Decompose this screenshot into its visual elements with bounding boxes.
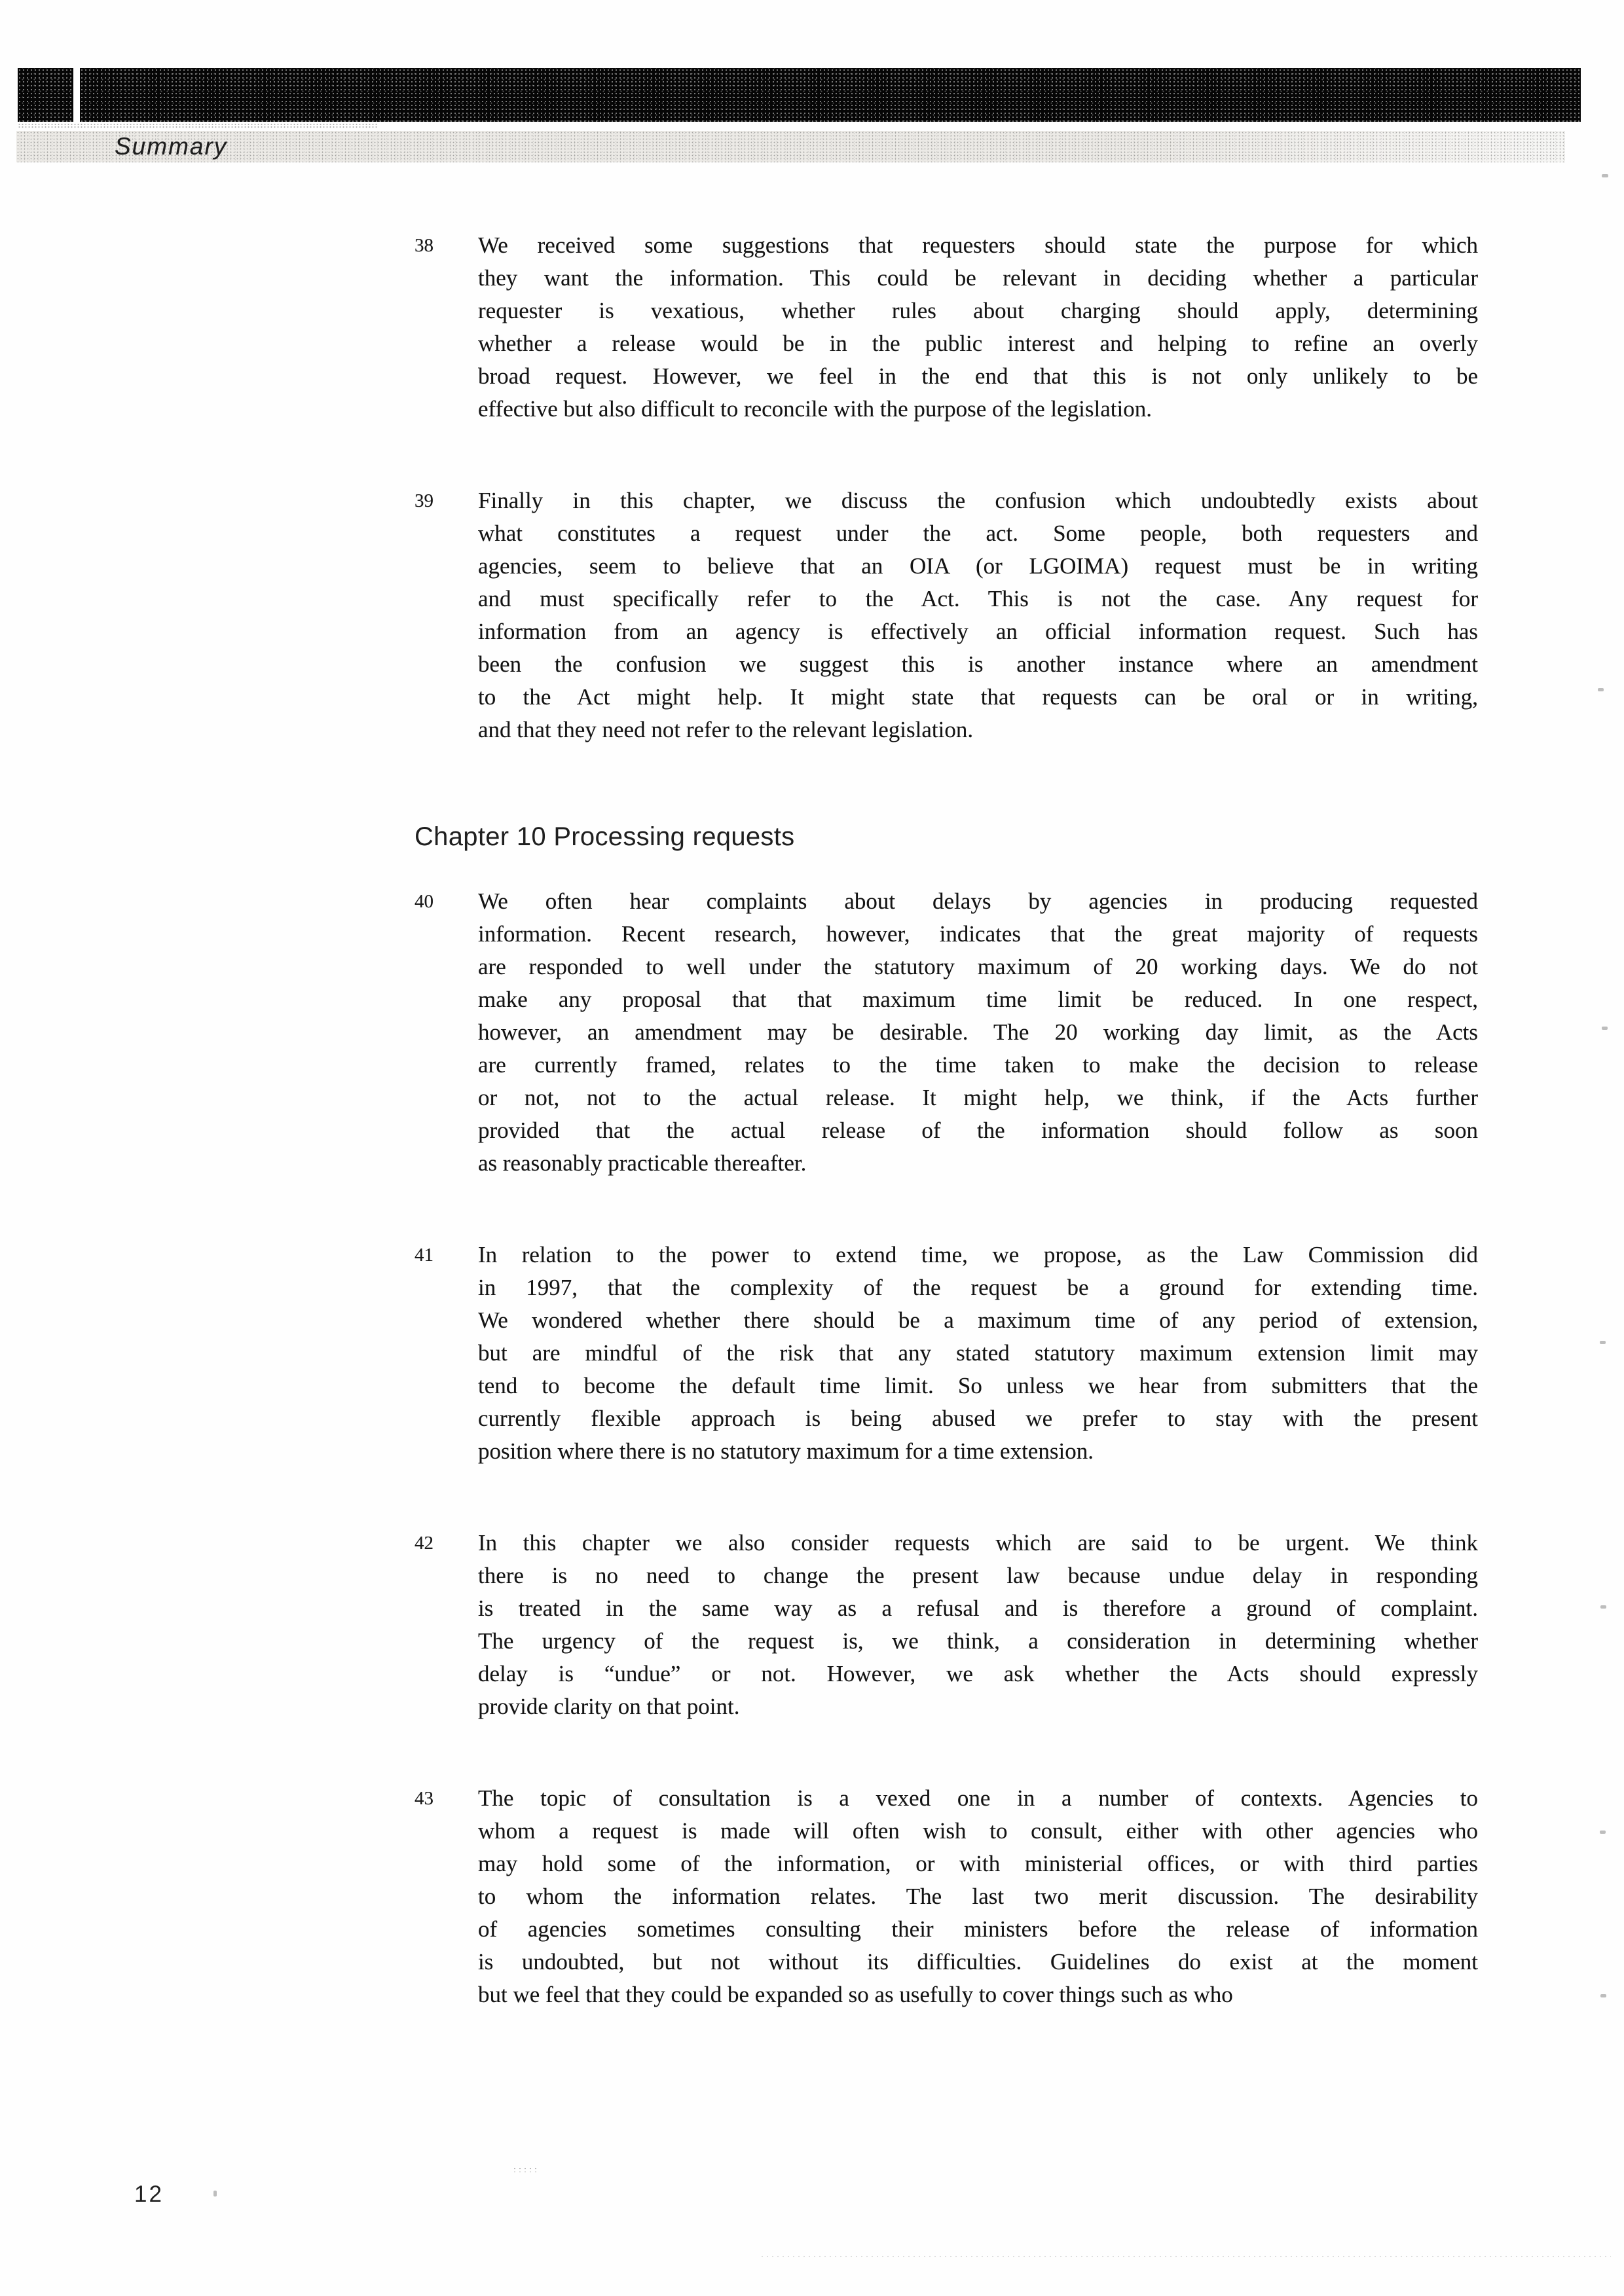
text-line: may hold some of the information, or with ministerial offices, or with third parties xyxy=(478,1851,1478,1876)
text-line: information from an agency is effectively an official information request. Such has xyxy=(478,619,1478,644)
text-line: are currently framed, relates to the time taken to make the decision to release xyxy=(478,1052,1478,1078)
text-line: We received some suggestions that requesters should state the purpose for which xyxy=(478,232,1478,258)
text-line: provided that the actual release of the information should follow as soon xyxy=(478,1118,1478,1143)
paragraph-text xyxy=(478,1782,1478,2011)
text-line: been the confusion we suggest this is another instance where an amendment xyxy=(478,651,1478,677)
paragraph-40 xyxy=(415,885,1482,1180)
scan-speck xyxy=(512,2167,538,2172)
text-line: however, an amendment may be desirable. The 20 working day limit, as the Acts xyxy=(478,1019,1478,1045)
text-line: broad request. However, we feel in the end that this is not only unlikely to be xyxy=(478,363,1478,389)
text-line: of agencies sometimes consulting their ministers before the release of information xyxy=(478,1916,1478,1942)
page-number: 12 xyxy=(134,2181,164,2207)
text-line: they want the information. This could be relevant in deciding whether a particular xyxy=(478,265,1478,291)
text-line: is undoubted, but not without its difficulties. Guidelines do exist at the moment xyxy=(478,1949,1478,1975)
paragraph-number: 41 xyxy=(415,1245,434,1266)
text-line: or not, not to the actual release. It might help, we think, if the Acts further xyxy=(478,1085,1478,1110)
text-line: effective but also difficult to reconcile with the purpose of the legislation. xyxy=(478,396,1152,422)
paragraph-number: 40 xyxy=(415,891,434,912)
paragraph-41 xyxy=(415,1239,1482,1468)
paragraph-text xyxy=(478,1239,1478,1468)
scan-speck xyxy=(1602,174,1608,177)
paragraph-number: 42 xyxy=(415,1533,434,1554)
section-heading: Chapter 10 Processing requests xyxy=(415,822,795,851)
scan-speck xyxy=(760,2255,1611,2258)
text-line: information. Recent research, however, indicates that the great majority of requests xyxy=(478,921,1478,947)
text-line: In this chapter we also consider requests which are said to be urgent. We think xyxy=(478,1530,1478,1556)
paragraph-43 xyxy=(415,1782,1482,2011)
text-line: Finally in this chapter, we discuss the confusion which undoubtedly exists about xyxy=(478,488,1478,513)
content-column xyxy=(415,229,1482,2011)
scan-speck xyxy=(1600,1831,1606,1834)
paragraph-42 xyxy=(415,1527,1482,1723)
text-line: The urgency of the request is, we think, a consideration in determining whether xyxy=(478,1628,1478,1654)
paragraph-text xyxy=(478,229,1478,426)
text-line: is treated in the same way as a refusal and is therefore a ground of complaint. xyxy=(478,1595,1478,1621)
text-line: requester is vexatious, whether rules about charging should apply, determining xyxy=(478,298,1478,323)
scan-speck xyxy=(1600,1341,1606,1344)
paragraph-number: 43 xyxy=(415,1788,434,1809)
text-line: and that they need not refer to the relevant legislation. xyxy=(478,717,974,742)
text-line: In relation to the power to extend time, we propose, as the Law Commission did xyxy=(478,1242,1478,1267)
text-line: currently flexible approach is being abused we prefer to stay with the present xyxy=(478,1406,1478,1431)
paragraph-39 xyxy=(415,484,1482,746)
text-line: but we feel that they could be expanded so as usefully to cover things such as who xyxy=(478,1982,1233,2007)
text-line: agencies, seem to believe that an OIA (or LGOIMA) request must be in writing xyxy=(478,553,1478,579)
header-band-left-block xyxy=(18,68,73,122)
header-band xyxy=(80,68,1581,122)
text-line: whom a request is made will often wish to consult, either with other agencies who xyxy=(478,1818,1478,1844)
scan-speck xyxy=(1602,1027,1608,1030)
text-line: tend to become the default time limit. So unless we hear from submitters that the xyxy=(478,1373,1478,1398)
scan-speck xyxy=(1600,1994,1606,1997)
text-line: whether a release would be in the public interest and helping to refine an overly xyxy=(478,331,1478,356)
text-line: provide clarity on that point. xyxy=(478,1694,740,1719)
text-line: as reasonably practicable thereafter. xyxy=(478,1150,807,1176)
page-header-title: Summary xyxy=(115,133,228,160)
paragraph-text xyxy=(478,1527,1478,1723)
scan-speck xyxy=(1600,1605,1606,1609)
text-line: delay is “undue” or not. However, we ask whether the Acts should expressly xyxy=(478,1661,1478,1686)
text-line: make any proposal that that maximum time limit be reduced. In one respect, xyxy=(478,987,1478,1012)
scan-speck xyxy=(1598,688,1604,691)
text-line: to whom the information relates. The last two merit discussion. The desirability xyxy=(478,1884,1478,1909)
text-line: The topic of consultation is a vexed one in a number of contexts. Agencies to xyxy=(478,1785,1478,1811)
text-line: position where there is no statutory maximum for a time extension. xyxy=(478,1438,1094,1464)
paragraph-number: 39 xyxy=(415,490,434,511)
text-line: We often hear complaints about delays by agencies in producing requested xyxy=(478,888,1478,914)
paragraph-text xyxy=(478,885,1478,1180)
text-line: to the Act might help. It might state that requests can be oral or in writing, xyxy=(478,684,1478,710)
header-band-dots xyxy=(18,123,378,128)
scan-speck xyxy=(213,2191,217,2196)
text-line: We wondered whether there should be a maximum time of any period of extension, xyxy=(478,1307,1478,1333)
text-line: in 1997, that the complexity of the request be a ground for extending time. xyxy=(478,1275,1478,1300)
text-line: and must specifically refer to the Act. This is not the case. Any request for xyxy=(478,586,1478,611)
paragraph-number: 38 xyxy=(415,235,434,256)
header-summary-strip xyxy=(16,131,1565,162)
text-line: are responded to well under the statutory maximum of 20 working days. We do not xyxy=(478,954,1478,979)
paragraph-text xyxy=(478,484,1478,746)
text-line: but are mindful of the risk that any stated statutory maximum extension limit may xyxy=(478,1340,1478,1366)
text-line: there is no need to change the present law because undue delay in responding xyxy=(478,1563,1478,1588)
paragraph-38 xyxy=(415,229,1482,426)
text-line: what constitutes a request under the act. Some people, both requesters and xyxy=(478,520,1478,546)
